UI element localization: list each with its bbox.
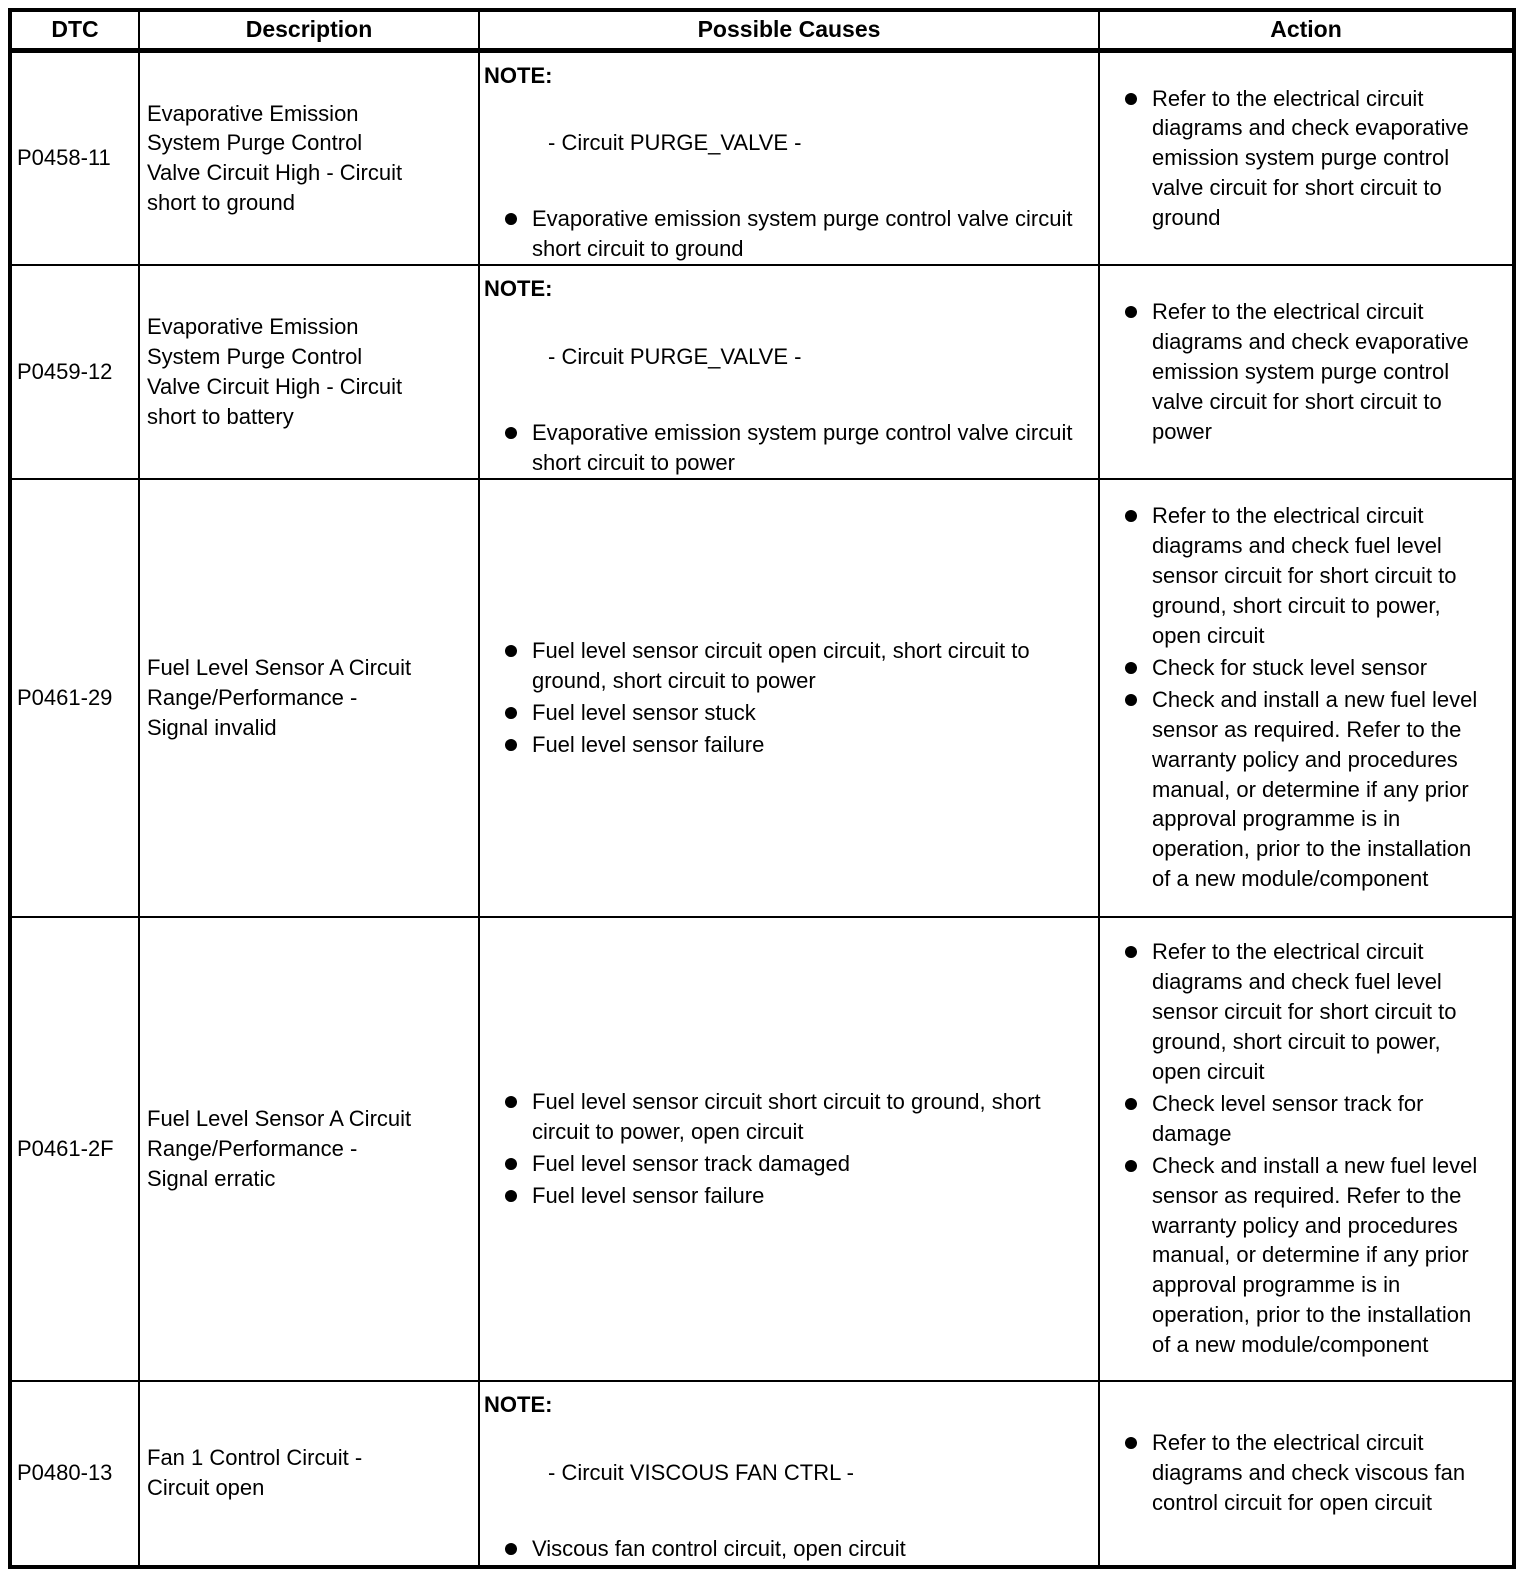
action-item: Refer to the electrical circuit diagrams and check evaporative emission system purge control valve circuit for short circuit to power (1100, 297, 1494, 447)
dtc-code: P0480-13 (10, 1381, 139, 1567)
causes-cell (479, 1381, 1099, 1567)
description-cell: Fuel Level Sensor A Circuit Range/Performance - Signal invalid (139, 479, 479, 917)
causes-list (480, 204, 1090, 264)
dtc-code: P0459-12 (10, 265, 139, 479)
causes-list (480, 1087, 1090, 1211)
action-item: Check level sensor track for damage (1100, 1089, 1494, 1149)
action-cell (1099, 479, 1514, 917)
action-item: Refer to the electrical circuit diagrams and check fuel level sensor circuit for short circuit to ground, short circuit to power, open circuit (1100, 501, 1494, 651)
causes-list (480, 418, 1090, 478)
cause-item: Fuel level sensor failure (480, 1181, 1090, 1211)
causes-list (480, 1534, 1090, 1564)
actions-list (1100, 84, 1494, 234)
column-header-possible-causes: Possible Causes (479, 10, 1099, 50)
cause-item: Fuel level sensor circuit short circuit to ground, short circuit to power, open circuit (480, 1087, 1090, 1147)
column-header-dtc: DTC (10, 10, 139, 50)
note-label: NOTE: (484, 62, 553, 88)
note-label: NOTE: (484, 276, 553, 302)
table-row-p0459-12 (10, 265, 1514, 479)
column-header-description: Description (139, 10, 479, 50)
cause-item: Fuel level sensor track damaged (480, 1149, 1090, 1179)
action-item: Refer to the electrical circuit diagrams and check evaporative emission system purge control valve circuit for short circuit to ground (1100, 84, 1494, 234)
action-item: Check and install a new fuel level sensor as required. Refer to the warranty policy and procedures manual, or determine if any prior approval programme is in operation, prior to the installation of a new module/component (1100, 1151, 1494, 1360)
cause-item: Viscous fan control circuit, open circuit (480, 1534, 1090, 1564)
note-label: NOTE: (484, 1391, 553, 1417)
action-item: Check and install a new fuel level sensor as required. Refer to the warranty policy and procedures manual, or determine if any prior approval programme is in operation, prior to the installation of a new module/component (1100, 685, 1494, 894)
causes-list (480, 636, 1090, 760)
note-circuit-line: - Circuit PURGE_VALVE - (548, 344, 802, 370)
causes-cell (479, 917, 1099, 1381)
dtc-table (8, 8, 1516, 1569)
cause-item: Fuel level sensor stuck (480, 698, 1090, 728)
action-item: Refer to the electrical circuit diagrams and check viscous fan control circuit for open circuit (1100, 1428, 1494, 1518)
action-item: Check for stuck level sensor (1100, 653, 1494, 683)
causes-cell (479, 50, 1099, 265)
action-cell (1099, 917, 1514, 1381)
dtc-code: P0461-2F (10, 917, 139, 1381)
description-cell: Evaporative Emission System Purge Control Valve Circuit High - Circuit short to battery (139, 265, 479, 479)
header-row (10, 10, 1514, 50)
table-row-p0458-11 (10, 50, 1514, 265)
table-row-p0461-29 (10, 479, 1514, 917)
actions-list (1100, 501, 1494, 894)
action-item: Refer to the electrical circuit diagrams and check fuel level sensor circuit for short circuit to ground, short circuit to power, open circuit (1100, 937, 1494, 1087)
actions-list (1100, 1428, 1494, 1518)
description-cell: Fuel Level Sensor A Circuit Range/Performance - Signal erratic (139, 917, 479, 1381)
note-circuit-line: - Circuit PURGE_VALVE - (548, 130, 802, 156)
actions-list (1100, 937, 1494, 1360)
cause-item: Fuel level sensor failure (480, 730, 1090, 760)
dtc-code: P0458-11 (10, 50, 139, 265)
description-cell: Evaporative Emission System Purge Control Valve Circuit High - Circuit short to ground (139, 50, 479, 265)
column-header-action: Action (1099, 10, 1514, 50)
note-circuit-line: - Circuit VISCOUS FAN CTRL - (548, 1459, 854, 1485)
dtc-code: P0461-29 (10, 479, 139, 917)
description-cell: Fan 1 Control Circuit - Circuit open (139, 1381, 479, 1567)
action-cell (1099, 50, 1514, 265)
cause-item: Fuel level sensor circuit open circuit, short circuit to ground, short circuit to power (480, 636, 1090, 696)
action-cell (1099, 1381, 1514, 1567)
cause-item: Evaporative emission system purge control valve circuit short circuit to ground (480, 204, 1090, 264)
actions-list (1100, 297, 1494, 447)
causes-cell (479, 265, 1099, 479)
causes-cell (479, 479, 1099, 917)
table-row-p0461-2f (10, 917, 1514, 1381)
action-cell (1099, 265, 1514, 479)
table-row-p0480-13 (10, 1381, 1514, 1567)
cause-item: Evaporative emission system purge control valve circuit short circuit to power (480, 418, 1090, 478)
